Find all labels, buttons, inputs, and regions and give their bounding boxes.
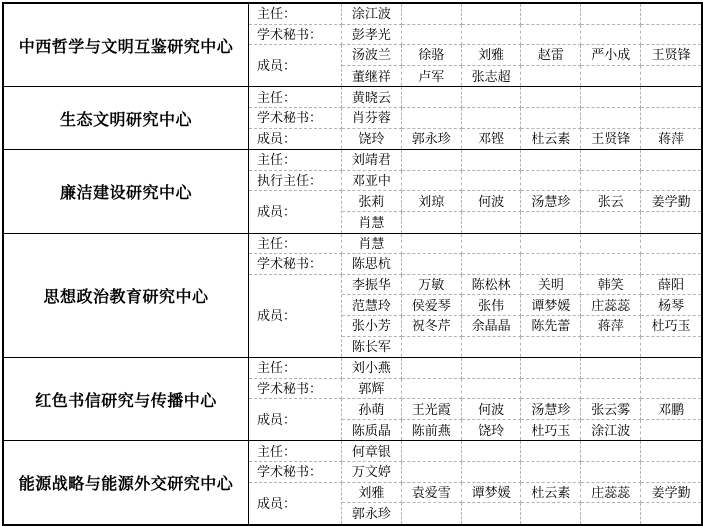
member-name-cell[interactable]: 刘靖君 <box>342 150 402 171</box>
center-detail-grid <box>249 441 701 523</box>
empty-cell[interactable] <box>641 87 701 108</box>
member-name-cell[interactable]: 涂江波 <box>581 420 641 441</box>
member-name-cell[interactable]: 何波 <box>462 399 522 420</box>
member-name-cell[interactable]: 张志超 <box>462 66 522 87</box>
empty-cell[interactable] <box>462 87 522 108</box>
empty-cell[interactable] <box>581 212 641 233</box>
empty-cell[interactable] <box>581 254 641 275</box>
member-name-cell[interactable]: 黄晓云 <box>342 87 402 108</box>
member-name-cell[interactable]: 庄蕊蕊 <box>581 295 641 316</box>
center-detail-grid <box>249 87 701 149</box>
member-name-cell[interactable]: 蒋萍 <box>658 131 685 147</box>
role-label-cell[interactable]: 成员： <box>249 483 342 524</box>
member-name-cell[interactable]: 蒋萍 <box>581 316 641 337</box>
empty-cell[interactable] <box>402 254 462 275</box>
role-label-cell[interactable]: 成员： <box>249 191 342 232</box>
member-name-cell[interactable]: 侯爱琴 <box>402 295 462 316</box>
center-block <box>4 4 701 87</box>
empty-cell[interactable] <box>521 150 581 171</box>
member-name-cell[interactable]: 陈长军 <box>342 337 402 358</box>
empty-cell[interactable] <box>402 150 462 171</box>
role-label-cell[interactable]: 学术秘书： <box>249 254 342 275</box>
member-name-cell[interactable]: 姜学勤 <box>641 191 701 212</box>
empty-cell[interactable] <box>641 358 701 379</box>
empty-cell[interactable] <box>521 358 581 379</box>
member-name-cell[interactable]: 汤慧珍 <box>521 191 581 212</box>
member-name-cell[interactable]: 饶玲 <box>462 420 522 441</box>
research-centers-table <box>2 2 703 526</box>
center-block <box>4 234 701 359</box>
role-label-cell[interactable]: 学术秘书： <box>249 25 342 46</box>
empty-cell[interactable] <box>402 87 462 108</box>
member-name-cell[interactable]: 严小成 <box>581 45 641 66</box>
empty-cell[interactable] <box>462 254 522 275</box>
empty-cell[interactable] <box>581 358 641 379</box>
empty-cell[interactable] <box>641 462 701 483</box>
empty-cell[interactable] <box>581 441 641 462</box>
member-name-cell[interactable]: 王贤锋 <box>581 129 641 150</box>
center-name-cell[interactable]: 能源战略与能源外交研究中心 <box>4 441 249 523</box>
empty-cell[interactable] <box>402 171 462 192</box>
empty-cell[interactable] <box>521 87 581 108</box>
member-name-cell[interactable]: 肖慧 <box>342 234 402 255</box>
empty-cell[interactable] <box>641 234 701 255</box>
member-name-cell[interactable]: 何章银 <box>342 441 402 462</box>
role-label-cell[interactable]: 成员： <box>249 399 342 440</box>
member-name-cell[interactable]: 关明 <box>521 275 581 296</box>
center-name-cell[interactable]: 廉洁建设研究中心 <box>4 150 249 232</box>
member-name-cell[interactable]: 王贤锋 <box>641 45 701 66</box>
role-label-cell[interactable]: 成员： <box>249 275 342 357</box>
member-name-cell[interactable]: 郭永珍 <box>402 129 462 150</box>
member-name-cell[interactable]: 张小芳 <box>342 316 402 337</box>
member-name-cell[interactable]: 刘雅 <box>462 45 522 66</box>
member-name-cell[interactable]: 韩笑 <box>581 275 641 296</box>
empty-cell[interactable] <box>402 212 462 233</box>
role-label-cell[interactable]: 主任： <box>249 234 342 255</box>
center-name-cell[interactable]: 红色书信研究与传播中心 <box>4 358 249 440</box>
member-name-cell[interactable]: 张云雾 <box>581 399 641 420</box>
empty-cell[interactable] <box>402 379 462 400</box>
empty-cell[interactable] <box>462 234 522 255</box>
member-name-cell[interactable]: 余晶晶 <box>462 316 522 337</box>
empty-cell[interactable] <box>641 4 701 25</box>
empty-cell[interactable] <box>581 379 641 400</box>
empty-cell[interactable] <box>581 66 641 87</box>
role-label-cell[interactable]: 成员： <box>249 45 342 86</box>
role-label-cell[interactable]: 学术秘书： <box>249 379 342 400</box>
empty-cell[interactable] <box>581 171 641 192</box>
member-name-cell[interactable]: 范慧玲 <box>342 295 402 316</box>
member-name-cell[interactable]: 涂江波 <box>342 4 402 25</box>
member-name-cell[interactable]: 刘雅 <box>342 483 402 504</box>
empty-cell[interactable] <box>402 234 462 255</box>
empty-cell[interactable] <box>402 25 462 46</box>
empty-cell[interactable] <box>521 66 581 87</box>
member-name-cell[interactable]: 杨琴 <box>641 295 701 316</box>
empty-cell[interactable] <box>521 25 581 46</box>
empty-cell[interactable] <box>641 337 701 358</box>
empty-cell[interactable] <box>462 462 522 483</box>
member-name-cell[interactable]: 肖芬蓉 <box>342 108 402 129</box>
member-name-cell[interactable]: 杜巧玉 <box>641 316 701 337</box>
member-name-cell[interactable]: 彭孝光 <box>342 25 402 46</box>
empty-cell[interactable] <box>521 171 581 192</box>
empty-cell[interactable] <box>521 108 581 129</box>
empty-cell[interactable] <box>402 108 462 129</box>
member-name-cell[interactable]: 陈先蕾 <box>521 316 581 337</box>
member-name-cell[interactable]: 李振华 <box>342 275 402 296</box>
member-name-cell[interactable]: 袁爱雪 <box>402 483 462 504</box>
empty-cell[interactable] <box>521 254 581 275</box>
empty-cell[interactable] <box>521 379 581 400</box>
member-name-cell[interactable]: 徐骆 <box>402 45 462 66</box>
member-name-cell[interactable]: 谭梦媛 <box>521 295 581 316</box>
role-label-cell[interactable]: 成员： <box>249 129 342 150</box>
member-name-cell[interactable]: 何波 <box>462 191 522 212</box>
member-name-cell[interactable]: 汤波兰 <box>342 45 402 66</box>
empty-cell[interactable] <box>521 4 581 25</box>
member-name-cell[interactable]: 卢军 <box>402 66 462 87</box>
member-name-cell[interactable]: 陈前燕 <box>402 420 462 441</box>
empty-cell[interactable] <box>462 441 522 462</box>
member-name-cell[interactable]: 陈质晶 <box>342 420 402 441</box>
role-label-cell[interactable]: 学术秘书： <box>249 108 342 129</box>
empty-cell[interactable] <box>402 337 462 358</box>
member-name-cell[interactable]: 庄蕊蕊 <box>581 483 641 504</box>
empty-cell[interactable] <box>581 4 641 25</box>
empty-cell[interactable] <box>521 234 581 255</box>
member-name-cell[interactable]: 董继祥 <box>342 66 402 87</box>
center-name-cell[interactable]: 生态文明研究中心 <box>4 87 249 149</box>
empty-cell[interactable] <box>521 337 581 358</box>
member-name-cell[interactable]: 邓铿 <box>462 129 522 150</box>
member-name-cell[interactable]: 张伟 <box>462 295 522 316</box>
empty-cell[interactable] <box>581 150 641 171</box>
empty-cell[interactable] <box>521 441 581 462</box>
empty-cell[interactable] <box>462 108 522 129</box>
empty-cell[interactable] <box>462 4 522 25</box>
empty-cell[interactable] <box>581 337 641 358</box>
empty-cell[interactable] <box>462 150 522 171</box>
empty-cell[interactable] <box>641 66 701 87</box>
member-name-cell[interactable]: 饶玲 <box>342 129 402 150</box>
empty-cell[interactable] <box>581 462 641 483</box>
role-label-cell[interactable]: 主任： <box>249 4 342 25</box>
member-name-cell[interactable]: 张云 <box>581 191 641 212</box>
center-block <box>4 87 701 150</box>
center-name-cell[interactable]: 中西哲学与文明互鉴研究中心 <box>4 4 249 86</box>
empty-cell[interactable] <box>581 108 641 129</box>
member-name-cell[interactable]: 刘小燕 <box>342 358 402 379</box>
empty-cell[interactable] <box>581 25 641 46</box>
empty-cell[interactable] <box>462 212 522 233</box>
member-name-cell[interactable]: 陈松林 <box>462 275 522 296</box>
member-name-cell[interactable]: 郭辉 <box>342 379 402 400</box>
empty-cell[interactable] <box>641 108 701 129</box>
center-detail-grid <box>249 234 701 358</box>
empty-cell[interactable] <box>641 150 701 171</box>
member-name-cell[interactable]: 邓亚中 <box>342 171 402 192</box>
member-name-cell[interactable]: 杜云素 <box>521 483 581 504</box>
empty-cell[interactable] <box>402 462 462 483</box>
member-name-cell[interactable]: 万文婷 <box>342 462 402 483</box>
member-name-cell[interactable]: 杜云素 <box>521 129 581 150</box>
member-name-cell[interactable]: 汤慧珍 <box>521 399 581 420</box>
empty-cell[interactable] <box>641 212 701 233</box>
member-name-cell[interactable]: 肖慧 <box>342 212 402 233</box>
empty-cell[interactable] <box>462 337 522 358</box>
member-name-cell[interactable]: 郭永珍 <box>342 503 402 524</box>
role-label-cell[interactable]: 主任： <box>249 358 342 379</box>
member-name-cell[interactable]: 祝冬芹 <box>402 316 462 337</box>
role-label-cell[interactable]: 主任： <box>249 441 342 462</box>
member-name-cell[interactable]: 王光霞 <box>402 399 462 420</box>
member-name-cell[interactable]: 刘琼 <box>402 191 462 212</box>
empty-cell[interactable] <box>462 171 522 192</box>
empty-cell[interactable] <box>641 254 701 275</box>
role-label-cell[interactable]: 学术秘书： <box>249 462 342 483</box>
center-block <box>4 150 701 233</box>
role-label-cell[interactable]: 执行主任： <box>249 171 342 192</box>
empty-cell[interactable] <box>462 358 522 379</box>
empty-cell[interactable] <box>402 4 462 25</box>
empty-cell[interactable] <box>641 420 701 441</box>
center-block <box>4 358 701 441</box>
empty-cell[interactable] <box>641 379 701 400</box>
empty-cell[interactable] <box>462 25 522 46</box>
empty-cell[interactable] <box>521 462 581 483</box>
center-name-cell[interactable]: 思想政治教育研究中心 <box>4 234 249 358</box>
center-detail-grid <box>249 4 701 86</box>
empty-cell[interactable] <box>641 25 701 46</box>
member-name-cell[interactable]: 张莉 <box>342 191 402 212</box>
member-name-cell[interactable]: 谭梦媛 <box>462 483 522 504</box>
role-label-cell[interactable]: 主任： <box>249 87 342 108</box>
center-detail-grid <box>249 150 701 232</box>
role-label-cell[interactable]: 主任： <box>249 150 342 171</box>
member-name-cell[interactable]: 邓鹏 <box>641 399 701 420</box>
member-name-cell[interactable]: 孙萌 <box>342 399 402 420</box>
member-name-cell[interactable]: 薛阳 <box>641 275 701 296</box>
member-name-cell[interactable]: 万敏 <box>402 275 462 296</box>
empty-cell[interactable] <box>402 441 462 462</box>
member-name-cell[interactable]: 陈思杭 <box>342 254 402 275</box>
empty-cell[interactable] <box>402 358 462 379</box>
member-name-cell[interactable]: 姜学勤 <box>641 483 701 504</box>
empty-cell[interactable] <box>641 171 701 192</box>
empty-cell[interactable] <box>581 87 641 108</box>
empty-cell[interactable] <box>462 379 522 400</box>
empty-cell[interactable] <box>521 212 581 233</box>
empty-cell[interactable] <box>641 441 701 462</box>
empty-cell[interactable] <box>581 234 641 255</box>
member-name-cell[interactable]: 赵雷 <box>521 45 581 66</box>
center-block <box>4 441 701 523</box>
center-detail-grid <box>249 358 701 440</box>
member-name-cell[interactable]: 杜巧玉 <box>521 420 581 441</box>
